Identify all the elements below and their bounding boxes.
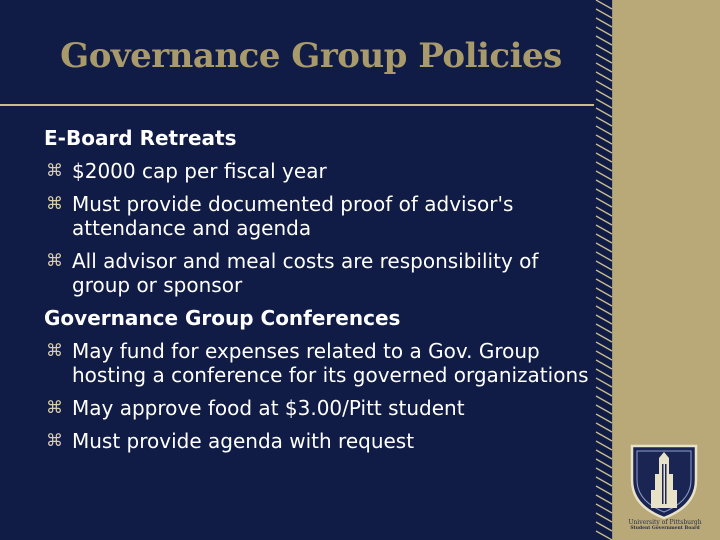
bullet-text: $2000 cap per fiscal year bbox=[72, 159, 327, 183]
bullet-item bbox=[44, 249, 592, 297]
bullet-item bbox=[44, 339, 592, 387]
title-divider bbox=[0, 104, 612, 106]
bullet-text: Must provide documented proof of advisor's attendance and agenda bbox=[72, 192, 514, 240]
cathedral-shield-icon bbox=[626, 440, 702, 520]
bullet-item bbox=[44, 192, 592, 240]
bullet-text: May approve food at $3.00/Pitt student bbox=[72, 396, 465, 420]
zigzag-border bbox=[594, 0, 614, 540]
slide-content bbox=[44, 126, 592, 462]
bullet-item bbox=[44, 396, 592, 420]
bullet-item bbox=[44, 429, 592, 453]
title-area bbox=[0, 0, 622, 104]
command-key-icon: ⌘ bbox=[46, 161, 63, 181]
slide-title: Governance Group Policies bbox=[60, 36, 562, 76]
command-key-icon: ⌘ bbox=[46, 431, 63, 451]
bullet-text: Must provide agenda with request bbox=[72, 429, 415, 453]
logo-text-sgb: Student Government Board bbox=[630, 526, 700, 531]
bullet-text: All advisor and meal costs are responsibility of group or sponsor bbox=[72, 249, 539, 297]
command-key-icon: ⌘ bbox=[46, 398, 63, 418]
section-heading-conferences: Governance Group Conferences bbox=[44, 306, 401, 330]
section-heading-eboard: E-Board Retreats bbox=[44, 126, 237, 150]
logo-text-university: University of Pittsburgh bbox=[628, 519, 702, 526]
student-government-logo bbox=[622, 440, 708, 532]
command-key-icon: ⌘ bbox=[46, 341, 63, 361]
command-key-icon: ⌘ bbox=[46, 194, 63, 214]
bullet-item bbox=[44, 159, 592, 183]
bullet-text: May fund for expenses related to a Gov. Group hosting a conference for its governed organizations bbox=[72, 339, 589, 387]
command-key-icon: ⌘ bbox=[46, 251, 63, 271]
